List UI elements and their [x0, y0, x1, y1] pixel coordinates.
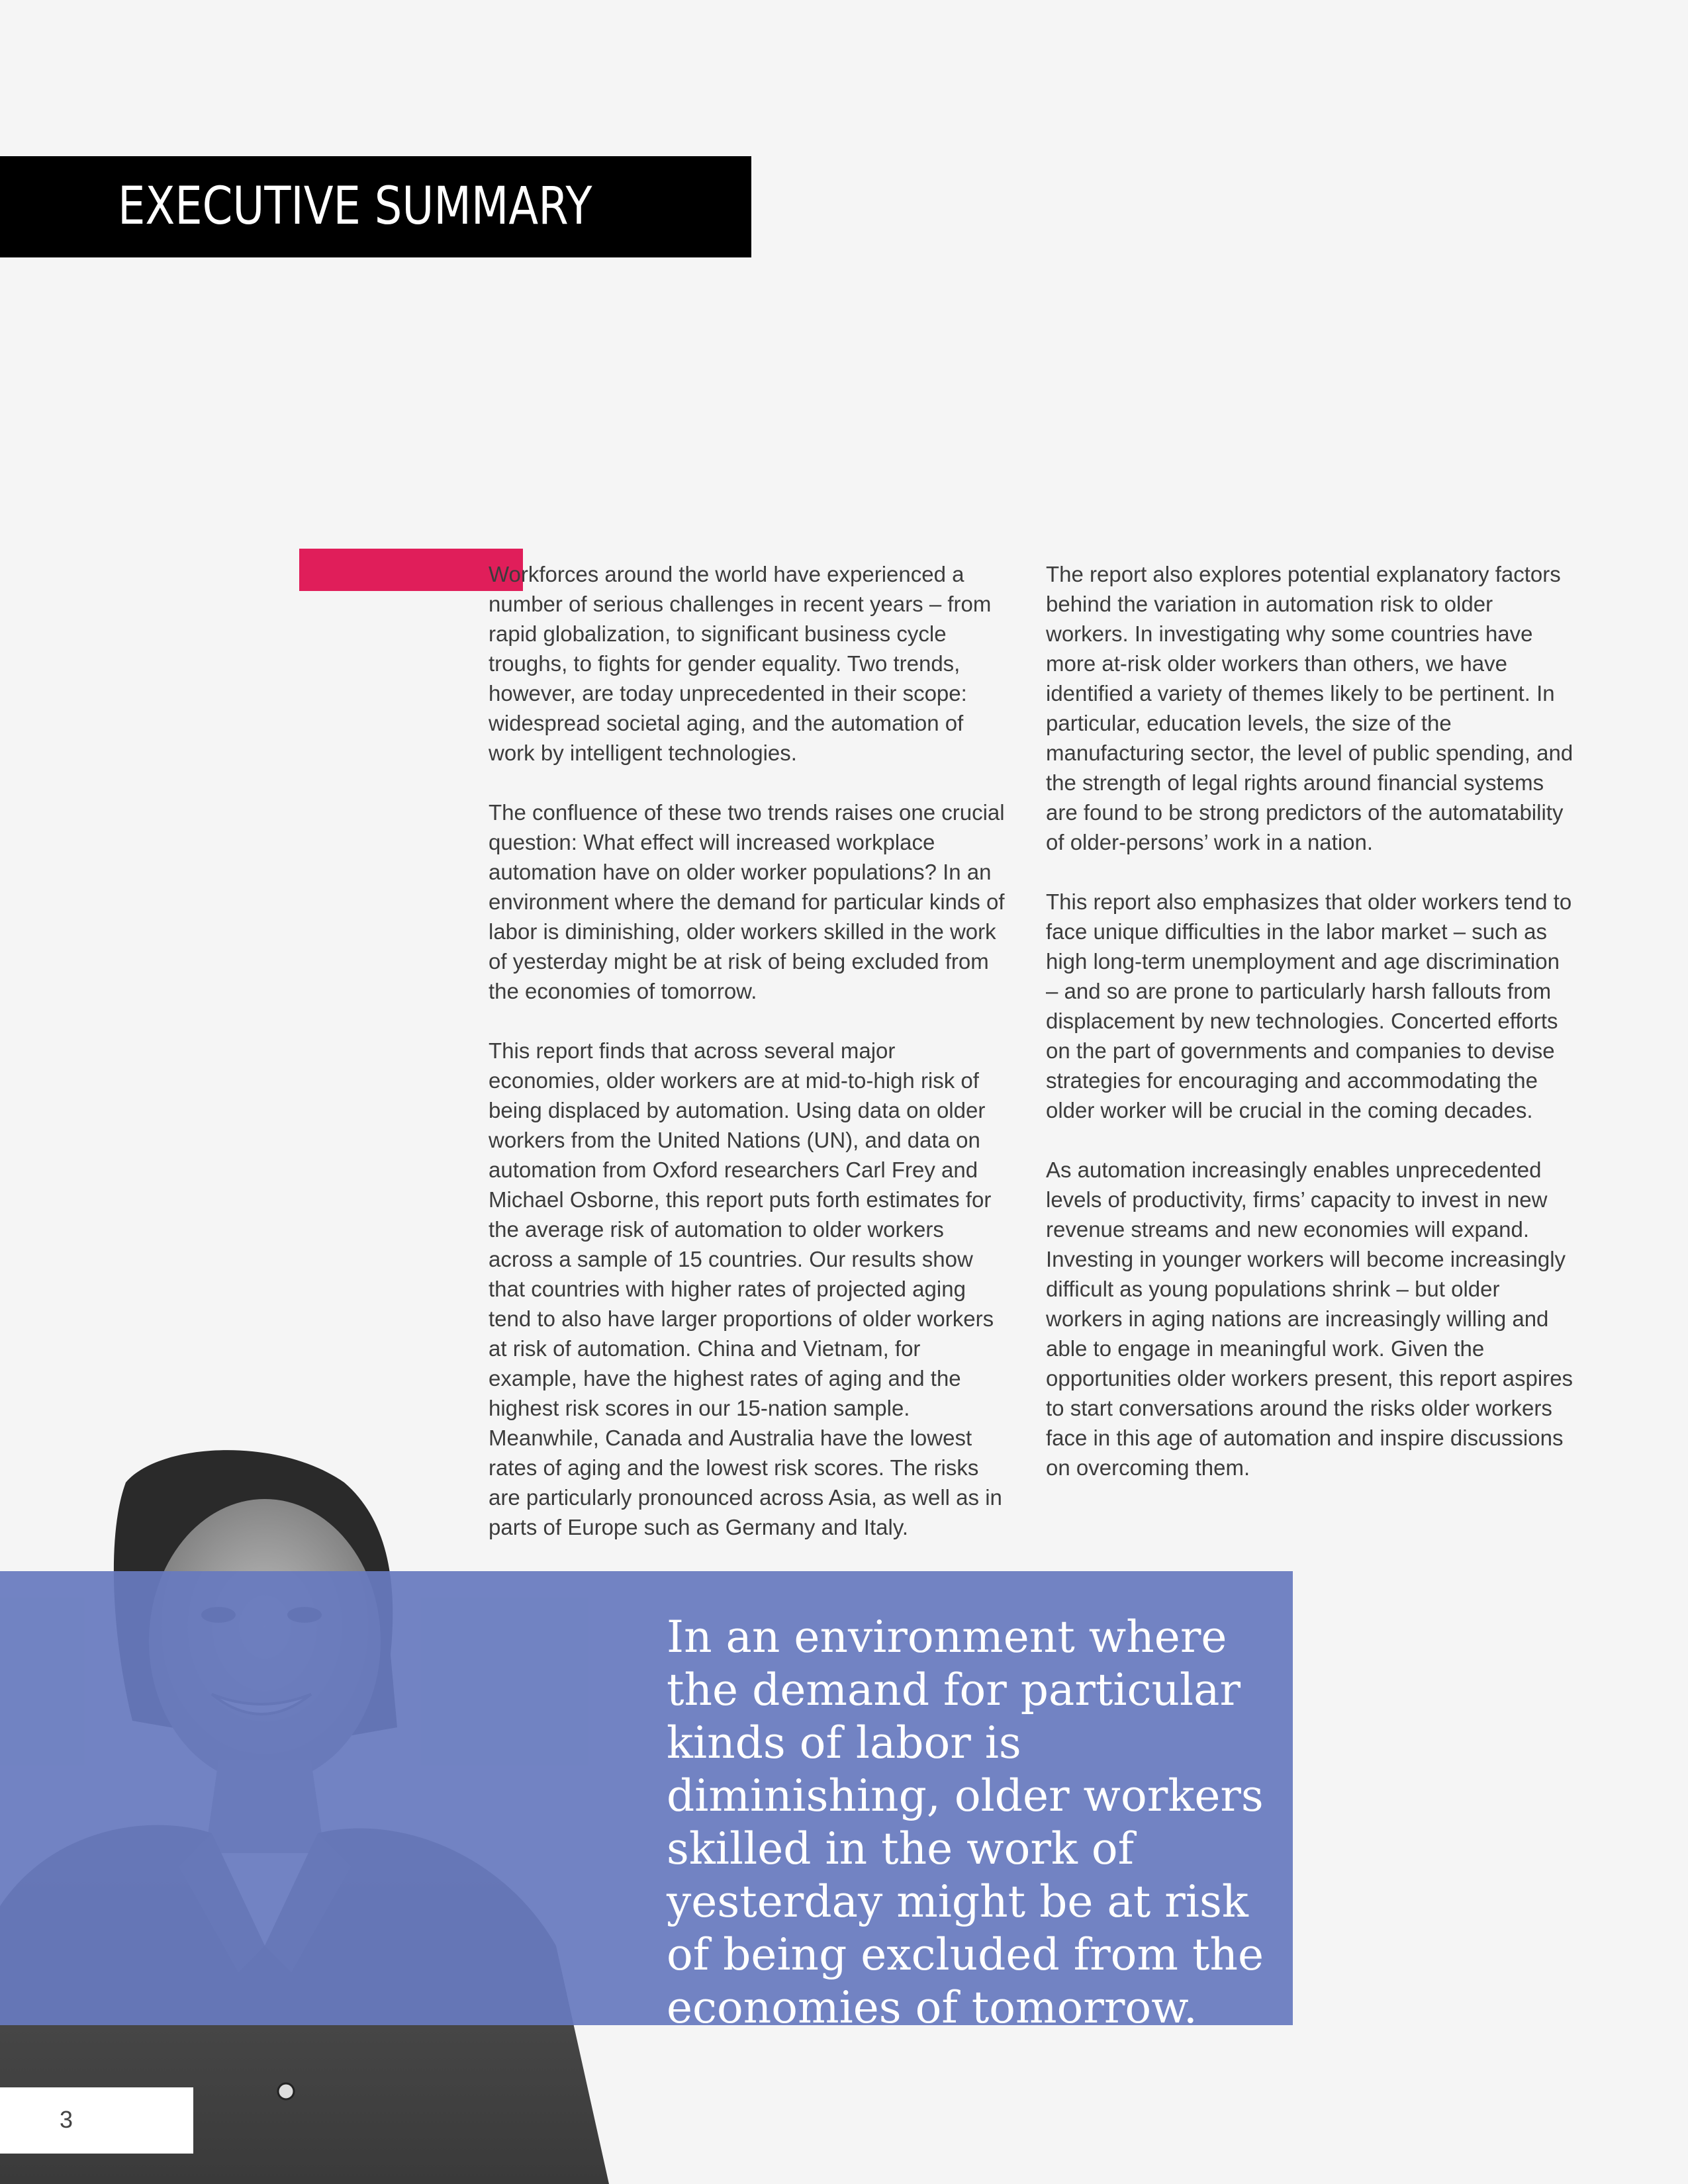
paragraph: The confluence of these two trends raises one crucial question: What effect will increased workplace automation have on older worker populations? In an environment where the demand for particular kinds of labor is diminishing, older workers skilled in the work of yesterday might be at risk of being excluded from the economies of tomorrow.: [489, 800, 1005, 1003]
paragraph: This report also emphasizes that older workers tend to face unique difficulties in the labor market – such as high long-term unemployment and age discrimination – and so are prone to particularly harsh fallouts from displacement by new technologies. Concerted efforts on the part of governments and companies to devise strategies for encouraging and accommodating the older worker will be crucial in the coming decades.: [1046, 889, 1572, 1122]
paragraph: As automation increasingly enables unprecedented levels of productivity, firms’ capacity to invest in new revenue streams and new economies will expand. Investing in younger workers will become increasingly difficult as young populations shrink – but older workers in aging nations are increasingly willing and able to engage in meaningful work. Given the opportunities older workers present, this report aspires to start conversations around the risks older workers face in this age of automation and inspire discussions on overcoming them.: [1046, 1158, 1573, 1480]
body-column-left: [489, 559, 1008, 1572]
paragraph: Workforces around the world have experienced a number of serious challenges in recent years – from rapid globalization, to significant business cycle troughs, to fights for gender equality. Two trends, however, are today unprecedented in their scope: widespread societal aging, and the automation of work by intelligent technologies.: [489, 562, 992, 765]
pull-quote: In an environment where the demand for particular kinds of labor is diminishing, older workers skilled in the work of yesterday might be at risk of being excluded from the economies of tomorrow.: [667, 1612, 1264, 2033]
page-number-box: [0, 2087, 193, 2154]
paragraph: The report also explores potential explanatory factors behind the variation in automation risk to older workers. In investigating why some countries have more at-risk older workers than others, we have identified a variety of themes likely to be pertinent. In particular, education levels, the size of the manufacturing sector, the level of public spending, and the strength of legal rights around financial systems are found to be strong predictors of the automatability of older-persons’ work in a nation.: [1046, 562, 1573, 854]
body-column-right: [1046, 559, 1575, 1512]
page-number: 3: [60, 2106, 73, 2133]
paragraph: This report finds that across several major economies, older workers are at mid-to-high risk of being displaced by automation. Using data on older workers from the United Nations (UN), and data on automation from Oxford researchers Carl Frey and Michael Osborne, this report puts forth estimates for the average risk of automation to older workers across a sample of 15 countries. Our results show that countries with higher rates of projected aging tend to also have larger proportions of older workers at risk of automation. China and Vietnam, for example, have the highest rates of aging and the highest risk scores in our 15-nation sample. Meanwhile, Canada and Australia have the lowest rates of aging and the lowest risk scores. The risks are particularly pronounced across Asia, as well as in parts of Europe such as Germany and Italy.: [489, 1038, 1002, 1539]
header-bar: [0, 156, 751, 257]
page-title: EXECUTIVE SUMMARY: [118, 177, 592, 236]
